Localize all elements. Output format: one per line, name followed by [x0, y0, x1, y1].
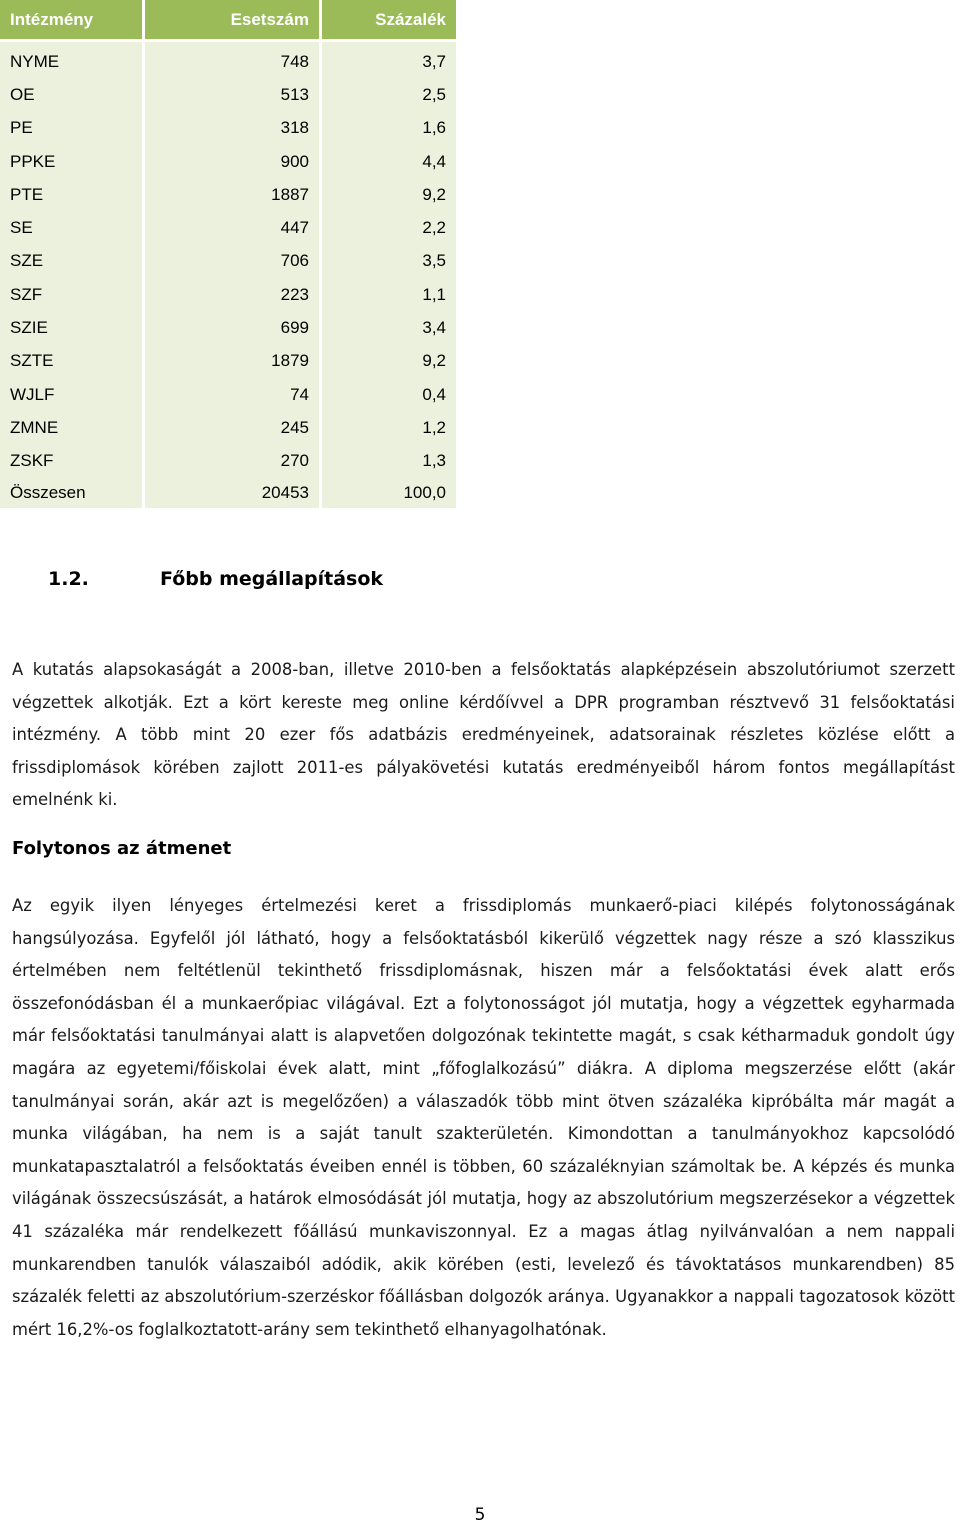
table-row [0, 245, 456, 278]
cell-case-count: 513 [145, 78, 322, 111]
table-row [0, 178, 456, 211]
cell-percent: 9,2 [322, 178, 456, 211]
table-row [0, 78, 456, 111]
section-number: 1.2. [48, 568, 89, 590]
cell-case-count: 1879 [145, 345, 322, 378]
cell-institution: NYME [0, 45, 145, 78]
table-row [0, 211, 456, 244]
cell-percent: 3,5 [322, 245, 456, 278]
cell-case-count: 223 [145, 278, 322, 311]
header-percent: Százalék [322, 0, 456, 42]
table-row [0, 311, 456, 344]
cell-case-count: 318 [145, 112, 322, 145]
table-row [0, 445, 456, 478]
cell-percent: 3,4 [322, 311, 456, 344]
cell-institution: ZMNE [0, 411, 145, 444]
cell-institution: SZIE [0, 311, 145, 344]
section-heading [48, 568, 383, 590]
cell-case-count: 245 [145, 411, 322, 444]
header-institution: Intézmény [0, 0, 145, 42]
cell-case-count: 20453 [145, 478, 322, 511]
cell-percent: 1,6 [322, 112, 456, 145]
header-case-count: Esetszám [145, 0, 322, 42]
cell-institution: SZTE [0, 345, 145, 378]
institution-table [0, 0, 456, 511]
cell-institution: ZSKF [0, 445, 145, 478]
cell-percent: 0,4 [322, 378, 456, 411]
table-header-row [0, 0, 456, 42]
cell-percent: 9,2 [322, 345, 456, 378]
cell-institution: SZE [0, 245, 145, 278]
table-row [0, 378, 456, 411]
cell-institution: PE [0, 112, 145, 145]
cell-percent: 1,2 [322, 411, 456, 444]
table-row [0, 345, 456, 378]
cell-percent: 2,2 [322, 211, 456, 244]
section-title: Főbb megállapítások [160, 568, 384, 590]
cell-institution: SZF [0, 278, 145, 311]
cell-case-count: 706 [145, 245, 322, 278]
paragraph-intro: A kutatás alapsokaságát a 2008-ban, illetve 2010-ben a felsőoktatás alapképzésein abszolutóriumot szerzett végzettek alkotják. Ezt a kört kereste meg online kérdőívvel a DPR programban résztvevő 31 felsőoktatási intézmény. A több mint 20 ezer fős adatbázis eredményeinek, adatsorainak részletes közlése előtt a frissdiplomások körében zajlott 2011-es pályakövetési kutatás eredményeiből három fontos megállapítást emelnénk ki. [12, 660, 955, 810]
cell-percent: 3,7 [322, 45, 456, 78]
paragraph-continuity: Az egyik ilyen lényeges értelmezési keret a frissdiplomás munkaerő-piaci kilépés folytonosságának hangsúlyozása. Egyfelől jól látható, hogy a felsőoktatásból kikerülő végzettek nagy része a szó klasszikus értelmében nem feltétlenül tekinthető frissdiplomásnak, hiszen már a felsőoktatási évek alatt erős összefonódásban él a munkaerőpiac világával. Ezt a folytonosságot jól mutatja, hogy a végzettek egyharmada már felsőoktatási tanulmányai alatt is alapvetően dolgozónak tekintette magát, s csak kétharmaduk gondolt úgy magára az egyetemi/főiskolai évek alatt, mint „főfoglalkozású” diákra. A diploma megszerzése előtt (akár tanulmányai során, akár azt is megelőzően) a válaszadók több mint ötven százaléka kipróbálta már magát a munka világában, ha nem is a saját tanult szakterületén. Kimondottan a tanulmányokhoz kapcsolódó munkatapasztalatról a felsőoktatás éveiben ennél is többen, 60 százaléknyian számoltak be. A képzés és munka világának összecsúszását, a határok elmosódását jól mutatja, hogy az abszolutórium megszerzésekor a végzettek 41 százaléka már rendelkezett főállású munkaviszonnyal. Ez a magas átlag nyilvánvalóan a nem nappali munkarendben tanulók válaszaiból adódik, akik körében (esti, levelező és távoktatásos munkarendben) 85 százalék feletti az abszolutórium-szerzéskor főállásban dolgozók aránya. Ugyanakkor a nappali tagozatosok között mért 16,2%-os foglalkoztatott-arány sem tekinthető elhanyagolhatónak. [12, 896, 955, 1339]
cell-case-count: 748 [145, 45, 322, 78]
cell-institution: PTE [0, 178, 145, 211]
table-row [0, 112, 456, 145]
cell-case-count: 74 [145, 378, 322, 411]
cell-case-count: 699 [145, 311, 322, 344]
cell-percent: 1,3 [322, 445, 456, 478]
page-number: 5 [474, 1505, 486, 1525]
cell-percent: 1,1 [322, 278, 456, 311]
cell-institution: SE [0, 211, 145, 244]
table-row [0, 45, 456, 78]
table-row [0, 411, 456, 444]
cell-case-count: 270 [145, 445, 322, 478]
cell-institution: OE [0, 78, 145, 111]
table-row [0, 145, 456, 178]
cell-institution: WJLF [0, 378, 145, 411]
table-total-row [0, 478, 456, 511]
sub-heading: Folytonos az átmenet [12, 838, 232, 859]
cell-institution: PPKE [0, 145, 145, 178]
cell-case-count: 900 [145, 145, 322, 178]
cell-percent: 4,4 [322, 145, 456, 178]
cell-case-count: 447 [145, 211, 322, 244]
cell-percent: 2,5 [322, 78, 456, 111]
table-row [0, 278, 456, 311]
cell-case-count: 1887 [145, 178, 322, 211]
cell-institution: Összesen [0, 478, 145, 511]
cell-percent: 100,0 [322, 478, 456, 511]
